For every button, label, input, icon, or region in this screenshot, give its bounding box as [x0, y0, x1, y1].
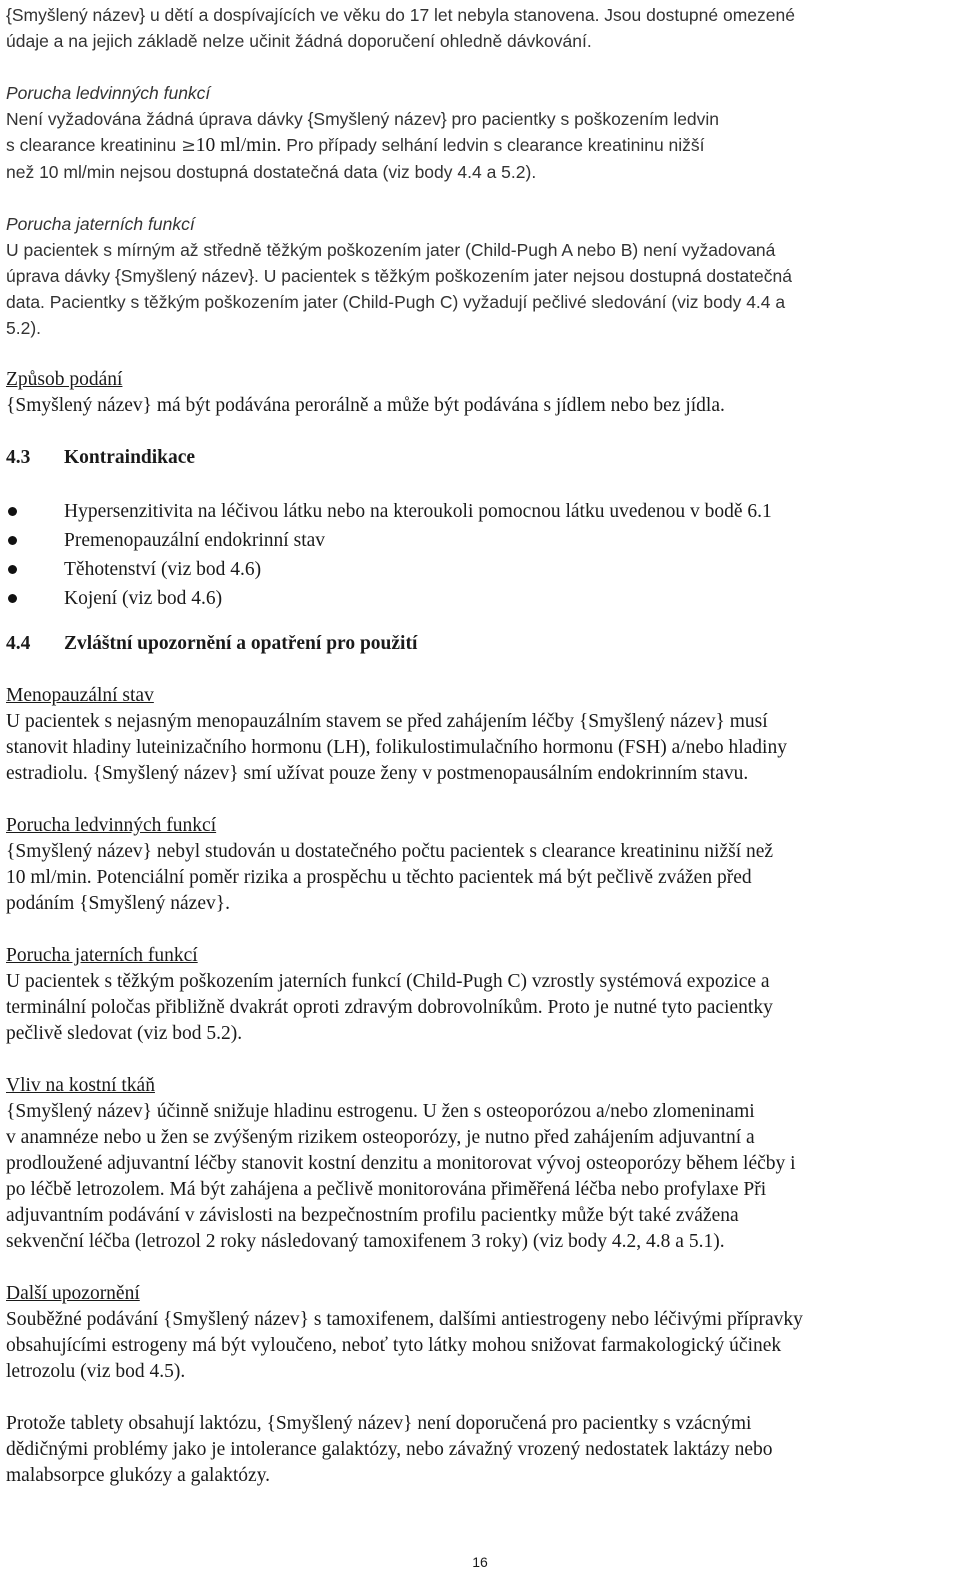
- list-item: Premenopauzální endokrinní stav: [6, 526, 951, 555]
- admin-text: {Smyšlený název} má být podávána perorálně a může být podávána s jídlem nebo bez jídla.: [6, 395, 725, 416]
- list-item: Kojení (viz bod 4.6): [6, 584, 951, 613]
- renal-line-2-rest: Pro případy selhání ledvin s clearance kreatininu nižší: [281, 135, 705, 155]
- hepatic2-paragraph: U pacientek s těžkým poškozením jaterních funkcí (Child-Pugh C) vzrostly systémová expozice a terminální poločas přibližně dvakrát oproti zdravým dobrovolníkům. Proto je nutné tyto pacientky pečlivě sledovat (viz bod 5.2).: [6, 971, 773, 1044]
- bullet-icon: [6, 555, 64, 584]
- list-item: Těhotenství (viz bod 4.6): [6, 555, 951, 584]
- section-number: 4.4: [6, 633, 31, 654]
- intro-line-1: {Smyšlený název} u dětí a dospívajících ve věku do 17 let nebyla stanovena. Jsou dostupné omezené: [6, 5, 795, 25]
- renal-paragraph: [6, 106, 951, 185]
- renal-line-3: než 10 ml/min nejsou dostupná dostatečná data (viz body 4.4 a 5.2).: [6, 162, 537, 182]
- renal-heading: Porucha ledvinných funkcí: [6, 83, 211, 103]
- renal-line-2-serif: 10 ml/min.: [195, 135, 282, 156]
- section-title: Zvláštní upozornění a opatření pro použití: [64, 633, 418, 654]
- hepatic-paragraph: [6, 237, 951, 341]
- bullet-icon: [6, 584, 64, 613]
- section-title: Kontraindikace: [64, 447, 196, 468]
- other-paragraph: Souběžné podávání {Smyšlený název} s tamoxifenem, dalšími antiestrogeny nebo léčivými přípravky obsahujícími estrogeny má být vyloučeno, neboť tyto látky mohou snižovat farmakologický účinek letrozolu (viz bod 4.5).: [6, 1309, 803, 1382]
- renal-line-2-start: s clearance kreatininu: [6, 135, 182, 155]
- hepatic-line-2a: úprava dávky {Smyšlený název}.: [6, 266, 259, 286]
- page-number: 16: [472, 1554, 488, 1570]
- hepatic-heading: Porucha jaterních funkcí: [6, 214, 195, 234]
- hepatic-line-1: U pacientek s mírným až středně těžkým poškozením jater (Child-Pugh A nebo B) není vyžadovaná: [6, 240, 776, 260]
- contraindication-list: [6, 497, 951, 613]
- intro-paragraph: [6, 2, 951, 54]
- lactose-paragraph: Protože tablety obsahují laktózu, {Smyšlený název} není doporučená pro pacientky s vzácnými dědičnými problémy jako je intolerance galaktózy, nebo závažný vrozený nedostatek laktázy nebo malabsorpce glukózy a galaktózy.: [6, 1413, 773, 1486]
- menopause-paragraph: U pacientek s nejasným menopauzálním stavem se před zahájením léčby {Smyšlený název} musí stanovit hladiny luteinizačního hormonu (LH), folikulostimulačního hormonu (FSH) a/nebo hladiny estradiolu. {Smyšlený název} smí užívat pouze ženy v postmenopausálním endokrinním stavu.: [6, 711, 787, 784]
- renal2-paragraph: {Smyšlený název} nebyl studován u dostatečného počtu pacientek s clearance kreatininu nižší než 10 ml/min. Potenciální poměr rizika a prospěchu u těchto pacientek má být pečlivě zvážen před podáním {Smyšlený název}.: [6, 841, 774, 914]
- section-number: 4.3: [6, 447, 31, 468]
- section-4-4-heading: [6, 631, 951, 657]
- section-4-3-heading: [6, 445, 951, 471]
- hepatic-line-3a: data.: [6, 292, 45, 312]
- admin-heading: Způsob podání: [6, 369, 123, 390]
- bone-heading: Vliv na kostní tkáň: [6, 1075, 155, 1096]
- other-heading: Další upozornění: [6, 1283, 140, 1304]
- bullet-icon: [6, 526, 64, 555]
- menopause-heading: Menopauzální stav: [6, 685, 154, 706]
- bullet-icon: [6, 497, 64, 526]
- greater-equal-symbol: ≥: [181, 136, 196, 156]
- hepatic2-heading: Porucha jaterních funkcí: [6, 945, 198, 966]
- hepatic-line-4: 5.2).: [6, 318, 42, 338]
- renal2-heading: Porucha ledvinných funkcí: [6, 815, 217, 836]
- hepatic-line-3b: Pacientky s těžkým poškozením jater (Child-Pugh C) vyžadují pečlivé sledování (viz body 4.4 a: [44, 292, 786, 312]
- renal-line-1: Není vyžadována žádná úprava dávky {Smyšlený název} pro pacientky s poškozením ledvin: [6, 109, 720, 129]
- intro-line-2: údaje a na jejich základě nelze učinit žádná doporučení ohledně dávkování.: [6, 31, 592, 51]
- bone-paragraph: {Smyšlený název} účinně snižuje hladinu estrogenu. U žen s osteoporózou a/nebo zlomeninami v anamnéze nebo u žen se zvýšeným rizikem osteoporózy, je nutno před zahájením adjuvantní a prodloužené adjuvantní léčby stanovit kostní denzitu a monitorovat vývoj osteoporózy během léčby i po léčbě letrozolem. Má být zahájena a pečlivě monitorována přiměřená léčba nebo profylaxe Při adjuvantním podávání v závislosti na bezpečnostním profilu pacientky může být také zvážena sekvenční léčba (letrozol 2 roky následovaný tamoxifenem 3 roky) (viz body 4.2, 4.8 a 5.1).: [6, 1101, 796, 1252]
- list-item: Hypersenzitivita na léčivou látku nebo na kteroukoli pomocnou látku uvedenou v bodě 6.1: [6, 497, 951, 526]
- hepatic-line-2b: U pacientek s těžkým poškozením jater nejsou dostupná dostatečná: [258, 266, 792, 286]
- document-page: [6, 0, 951, 1489]
